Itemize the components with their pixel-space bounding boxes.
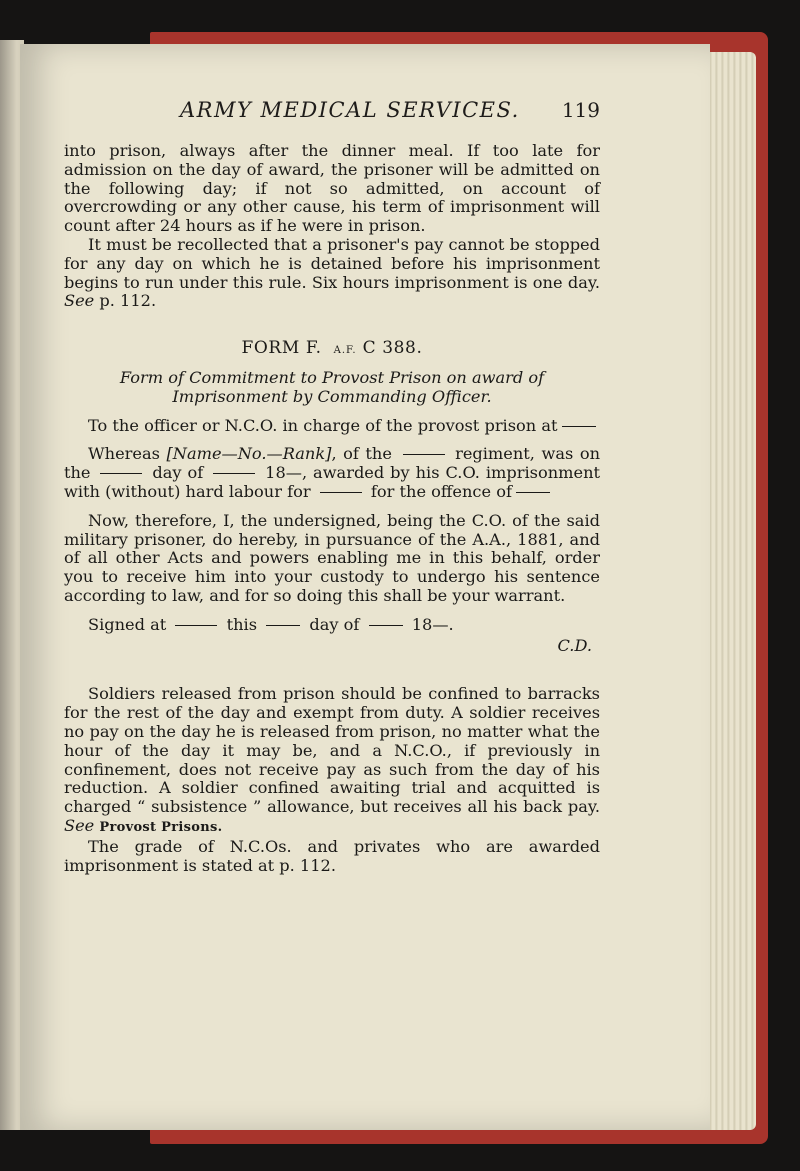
form-whereas — [64, 445, 600, 501]
whereas-text-4: day of — [152, 463, 204, 483]
form-title — [64, 339, 600, 361]
whereas-text-5: 18—, awarded by his C.O. imprisonment with (without) hard labour for — [64, 463, 600, 501]
blank-line — [100, 473, 142, 474]
name-rank-placeholder: [Name—No.—Rank] — [166, 444, 332, 464]
form-subtitle: Form of Commitment to Provost Prison on award of Imprisonment by Commanding Officer. — [119, 367, 545, 406]
blank-line — [175, 625, 217, 626]
blank-line — [320, 492, 362, 493]
blank-line — [369, 625, 403, 626]
paragraph-released — [64, 685, 600, 837]
provost-prisons-reference: Provost Prisons. — [99, 819, 223, 835]
signature: C.D. — [557, 635, 592, 655]
whereas-text-6: for the offence of — [370, 481, 512, 501]
form-title-number: C 388. — [362, 338, 423, 359]
signed-year: 18—. — [411, 614, 454, 634]
signed-day-of: day of — [309, 614, 360, 634]
see-reference-label: See — [64, 291, 95, 311]
see-reference-label: See — [64, 815, 95, 835]
whereas-word: Whereas — [88, 444, 160, 464]
whereas-text-3: regiment, was on the — [64, 444, 601, 483]
running-head — [90, 98, 600, 128]
page-reference: p. 112. — [99, 291, 157, 311]
released-text: Soldiers released from prison should be confined to barracks for the rest of the day and exempt from duty. A soldier receives no pay on the day he is released from prison, no matter what the hour of the day it may be, and a N.C.O., if previously in confinement, does not receive pay as such from the day of his reduction. A soldier confined awaiting trial and acquitted is charged “ subsistence ” allowance, but receives all his back pay. — [64, 684, 600, 817]
page-number: 119 — [561, 98, 600, 122]
signed-this: this — [226, 614, 258, 634]
form-addressee — [64, 417, 600, 436]
form-title-af: A.F. — [333, 345, 357, 357]
blank-line — [403, 454, 445, 455]
paragraph-continued: into prison, always after the dinner meal. If too late for admission on the day of award, the prisoner will be admitted on the following day; if not so admitted, on account of overcrowding or any other cause, his term of imprisonment will count after 24 hours as if he were in prison. — [64, 141, 600, 236]
form-signed — [64, 616, 600, 635]
paragraph-grade: The grade of N.C.Os. and privates who are awarded imprisonment is stated at p. 112. — [64, 836, 600, 875]
form-order: Now, therefore, I, the undersigned, being the C.O. of the said military prisoner, do hereby, in pursuance of the A.A., 1881, and of all other Acts and powers enabling me in this behalf, order you to receive him into your custody to undergo his sentence according to law, and for so doing this shall be your warrant. — [64, 510, 600, 605]
whereas-text-2: , of the — [331, 444, 392, 464]
signed-at: Signed at — [88, 614, 167, 634]
form-addressee-text: To the officer or N.C.O. in charge of the provost prison at — [88, 415, 558, 435]
pay-text: It must be recollected that a prisoner's pay cannot be stopped for any day on which he is detained before his imprisonment begins to run under this rule. Six hours imprisonment is one day. — [64, 234, 600, 292]
blank-line — [562, 426, 596, 427]
paragraph-pay — [64, 236, 600, 311]
blank-line — [266, 625, 300, 626]
form-title-main: FORM F. — [241, 338, 322, 359]
blank-line — [213, 473, 255, 474]
page-body — [64, 142, 600, 875]
blank-line — [516, 492, 550, 493]
page-title: ARMY MEDICAL SERVICES. — [180, 98, 520, 122]
